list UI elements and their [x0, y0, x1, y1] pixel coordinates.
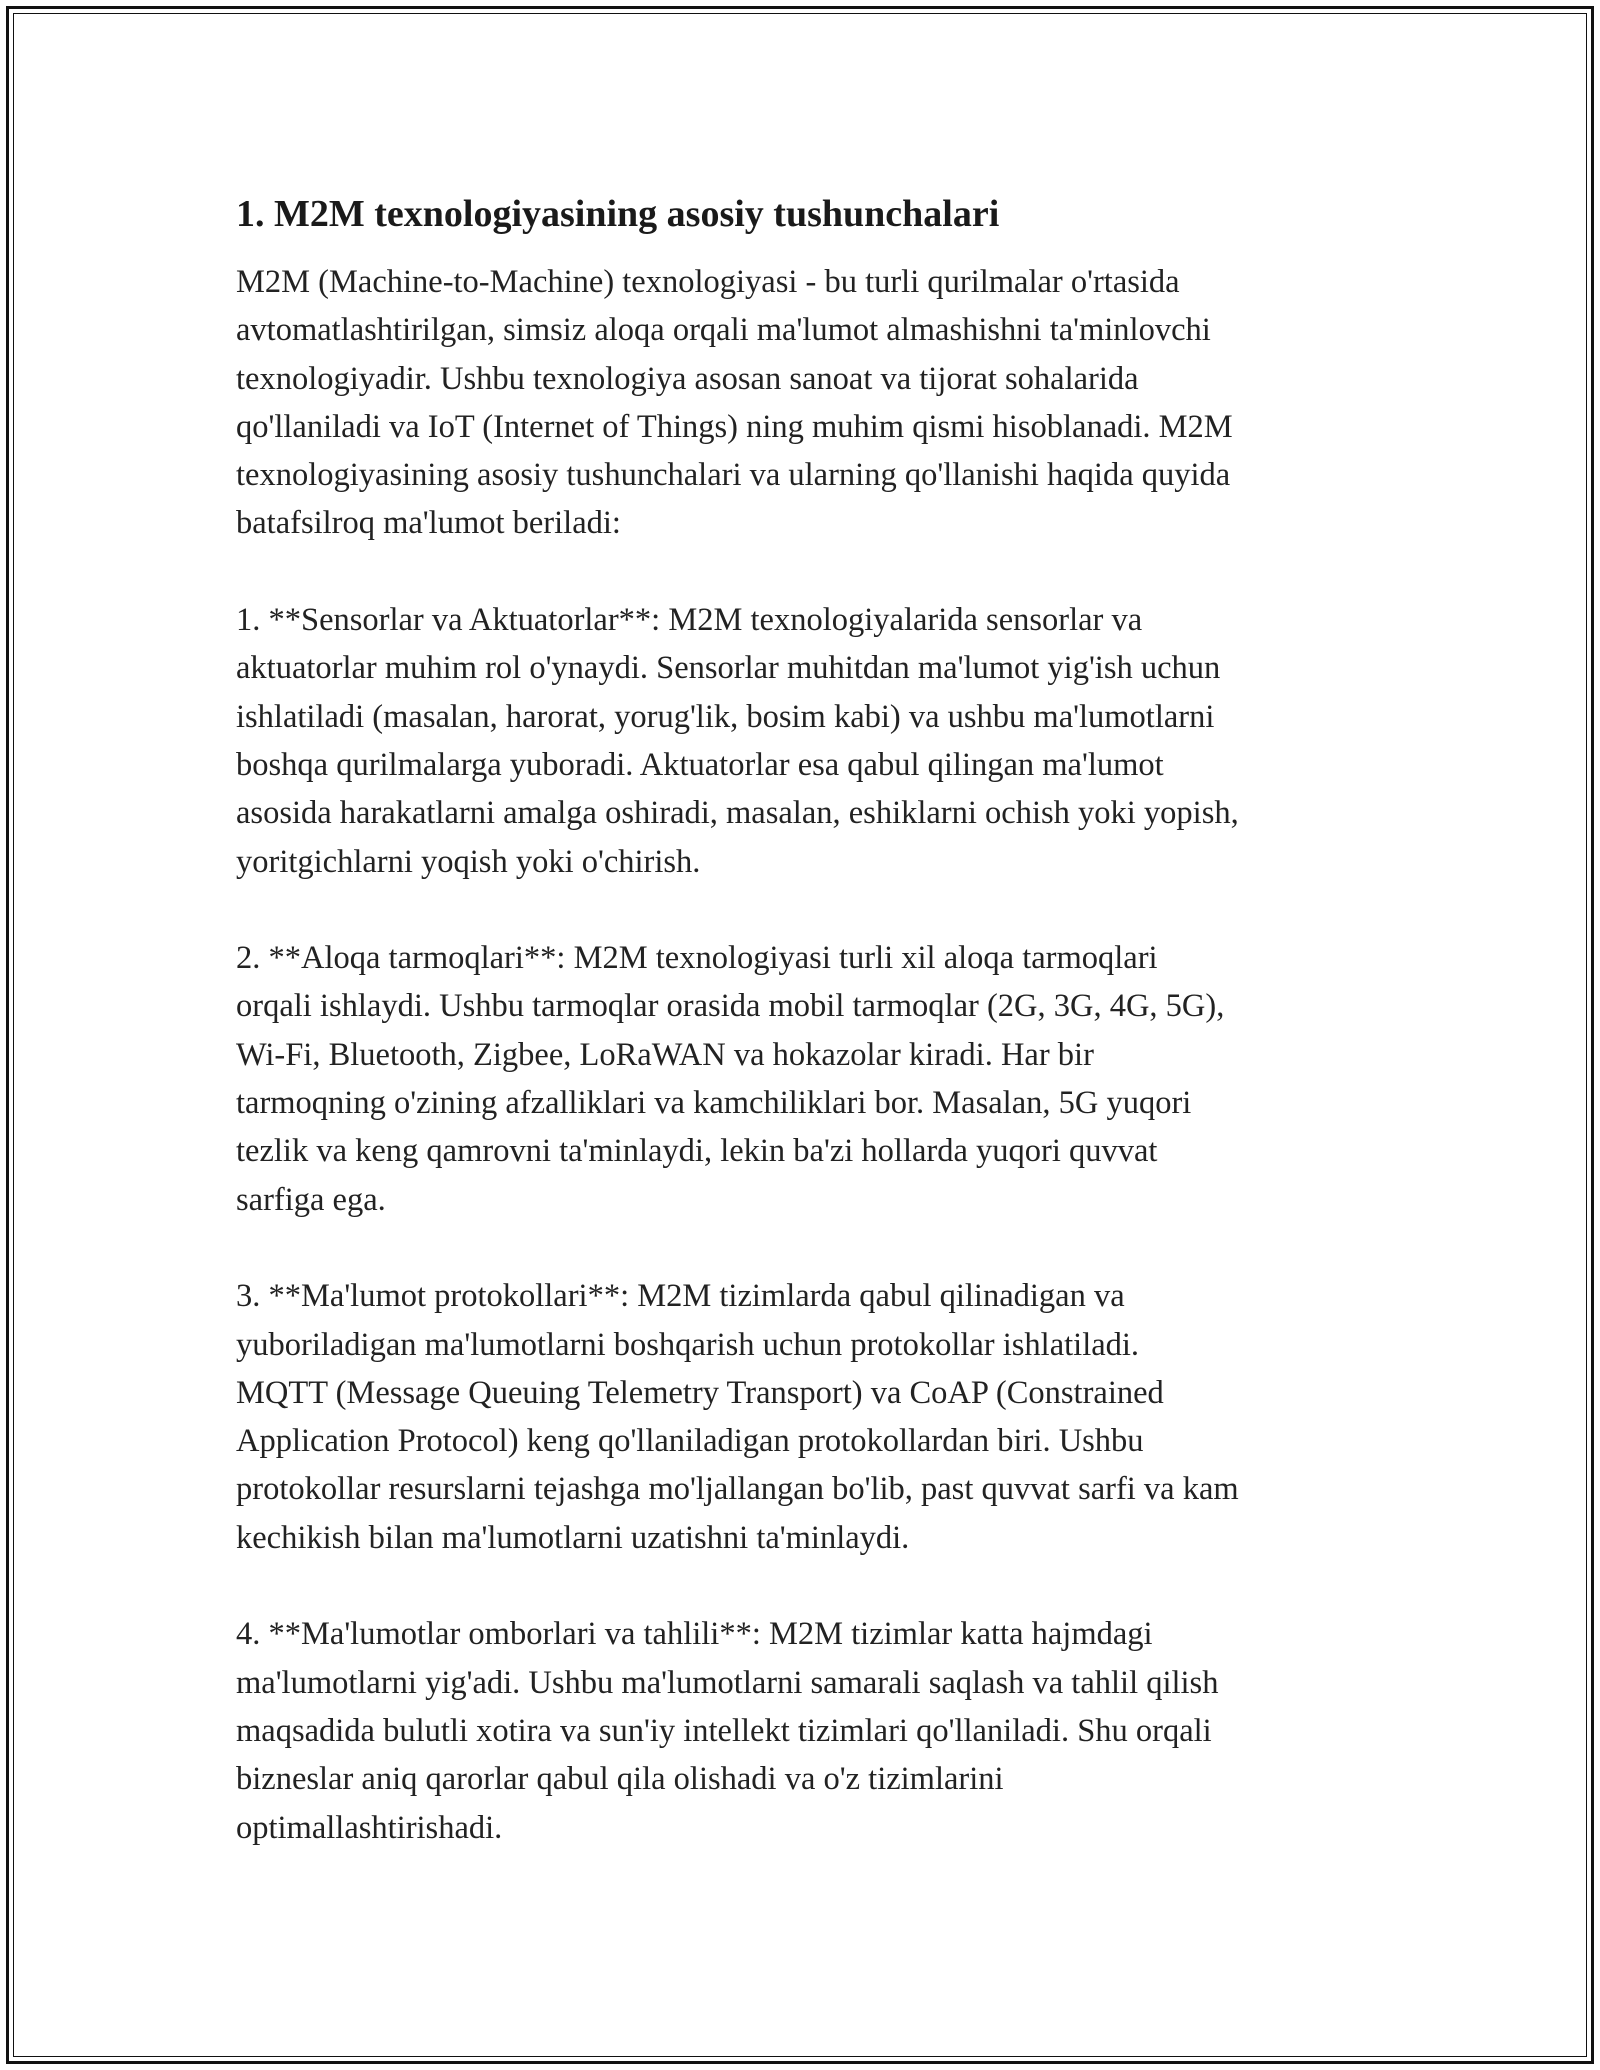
text-line: asosida harakatlarni amalga oshiradi, masalan, eshiklarni ochish yoki yopish, — [236, 795, 1239, 832]
text-line: tezlik va keng qamrovni ta'minlaydi, lekin ba'zi hollarda yuqori quvvat — [236, 1133, 1158, 1170]
text-line: batafsilroq ma'lumot beriladi: — [236, 505, 621, 542]
text-line: texnologiyadir. Ushbu texnologiya asosan sanoat va tijorat sohalarida — [236, 360, 1139, 397]
text-line: protokollar resurslarni tejashga mo'ljallangan bo'lib, past quvvat sarfi va kam — [236, 1471, 1239, 1508]
document-body — [236, 190, 1376, 1900]
text-line: bizneslar aniq qarorlar qabul qila olishadi va o'z tizimlarini — [236, 1761, 1004, 1798]
text-line: yoritgichlarni yoqish yoki o'chirish. — [236, 843, 701, 880]
text-line: MQTT (Message Queuing Telemetry Transport) va CoAP (Constrained — [236, 1374, 1164, 1411]
text-line: M2M (Machine-to-Machine) texnologiyasi - bu turli qurilmalar o'rtasida — [236, 264, 1180, 300]
text-line: Application Protocol) keng qo'llaniladigan protokollardan biri. Ushbu — [236, 1423, 1144, 1460]
paragraph-sensors-actuators — [236, 596, 1376, 886]
paragraph-data-storage — [236, 1610, 1376, 1851]
text-line: maqsadida bulutli xotira va sun'iy intellekt tizimlari qo'llaniladi. Shu orqali — [236, 1712, 1212, 1749]
text-line: aktuatorlar muhim rol o'ynaydi. Sensorlar muhitdan ma'lumot yig'ish uchun — [236, 650, 1221, 687]
text-line: avtomatlashtirilgan, simsiz aloqa orqali ma'lumot almashishni ta'minlovchi — [236, 312, 1211, 349]
text-line: boshqa qurilmalarga yuboradi. Aktuatorlar esa qabul qilingan ma'lumot — [236, 746, 1164, 783]
paragraph-networks — [236, 934, 1376, 1224]
section-heading: 1. M2M texnologiyasining asosiy tushunchalari — [236, 193, 1000, 235]
text-line: texnologiyasining asosiy tushunchalari va ularning qo'llanishi haqida quyida — [236, 457, 1231, 494]
text-line: orqali ishlaydi. Ushbu tarmoqlar orasida mobil tarmoqlar (2G, 3G, 4G, 5G), — [236, 988, 1225, 1025]
text-line: 1. **Sensorlar va Aktuatorlar**: M2M texnologiyalarida sensorlar va — [236, 602, 1143, 639]
text-line: yuboriladigan ma'lumotlarni boshqarish uchun protokollar ishlatiladi. — [236, 1326, 1140, 1363]
text-line: 3. **Ma'lumot protokollari**: M2M tizimlarda qabul qilinadigan va — [236, 1278, 1125, 1315]
text-line: tarmoqning o'zining afzalliklari va kamchiliklari bor. Masalan, 5G yuqori — [236, 1085, 1192, 1122]
text-line: 4. **Ma'lumotlar omborlari va tahlili**: M2M tizimlar katta hajmdagi — [236, 1616, 1153, 1653]
text-line: sarfiga ega. — [236, 1181, 386, 1218]
text-line: optimallashtirishadi. — [236, 1809, 503, 1846]
paragraph-protocols — [236, 1272, 1376, 1562]
text-line: kechikish bilan ma'lumotlarni uzatishni ta'minlaydi. — [236, 1519, 910, 1556]
text-line: Wi-Fi, Bluetooth, Zigbee, LoRaWAN va hokazolar kiradi. Har bir — [236, 1036, 1094, 1073]
text-line: qo'llaniladi va IoT (Internet of Things) ning muhim qismi hisoblanadi. M2M — [236, 408, 1233, 445]
text-line: ma'lumotlarni yig'adi. Ushbu ma'lumotlarni samarali saqlash va tahlil qilish — [236, 1664, 1219, 1701]
text-line: ishlatiladi (masalan, harorat, yorug'lik, bosim kabi) va ushbu ma'lumotlarni — [236, 698, 1215, 735]
intro-paragraph — [236, 258, 1376, 548]
text-line: 2. **Aloqa tarmoqlari**: M2M texnologiyasi turli xil aloqa tarmoqlari — [236, 940, 1158, 977]
